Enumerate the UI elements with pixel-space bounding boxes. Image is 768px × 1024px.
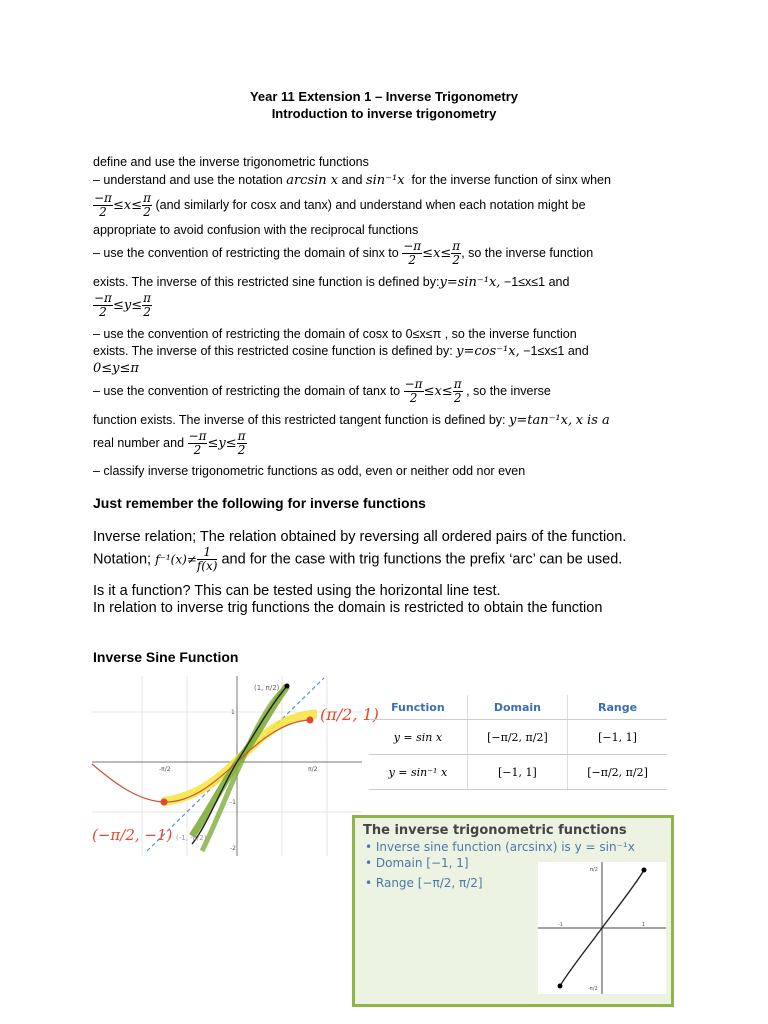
outcome-line-7: $\frac{-\pi}{2}$ ≤y≤ $\frac{\pi}{2}$ xyxy=(94,291,151,319)
remember-p2: Notation; f⁻¹(x)≠ $\frac{1}{f(x)}$ and for the case with trig functions the prefix ‘arc’ can be used. xyxy=(93,545,623,573)
outcome-line-12: function exists. The inverse of this restricted tangent function is defined by: y=tan⁻¹x, x is a xyxy=(93,413,610,428)
table-row xyxy=(369,755,667,790)
table-cell: [−1, 1] xyxy=(568,720,667,755)
remember-p4: In relation to inverse trig functions the domain is restricted to obtain the function xyxy=(93,600,603,616)
outcome-line-6: exists. The inverse of this restricted sine function is defined by:y=sin⁻¹x, −1≤x≤1 and xyxy=(93,275,570,290)
outcome-line-2: – understand and use the notation arcsin x and sin⁻¹x for the inverse function of sinx when xyxy=(93,173,611,188)
table-cell: [−1, 1] xyxy=(467,755,567,790)
remember-p3: Is it a function? This can be tested using the horizontal line test. xyxy=(93,583,501,599)
outcome-line-8: – use the convention of restricting the domain of cosx to 0≤x≤π , so the inverse function xyxy=(93,327,577,341)
annotated-sine-graph xyxy=(92,676,379,856)
table-cell: [−π/2, π/2] xyxy=(568,755,667,790)
remember-heading: Just remember the following for inverse functions xyxy=(93,495,426,511)
page-subtitle: Introduction to inverse trigonometry xyxy=(271,106,497,121)
point-sine-max xyxy=(307,717,314,724)
summary-arcsin-graph xyxy=(538,862,666,994)
outcome-line-5: – use the convention of restricting the domain of sinx to $\frac{-\pi}{2}$ ≤x≤ $\frac{\pi}{2}$ , so the inverse function xyxy=(93,239,594,267)
outcome-line-10: 0≤y≤π xyxy=(93,361,139,376)
table-cell: y = sin⁻¹ x xyxy=(369,755,467,790)
table-header-domain: Domain xyxy=(467,695,567,720)
tick-y-neg1: -1 xyxy=(230,799,236,806)
tick-x-neg: -π/2 xyxy=(159,766,171,773)
outcome-line-3: $\frac{-\pi}{2}$ ≤x≤ $\frac{\pi}{2}$ (and similarly for cosx and tanx) and understand when each notation might be xyxy=(94,191,586,219)
annotation-right: (π/2, 1) xyxy=(320,705,379,724)
annotation-left: (−π/2, −1) xyxy=(92,826,173,844)
outcome-line-9: exists. The inverse of this restricted cosine function is defined by: y=cos⁻¹x, −1≤x≤1 and xyxy=(93,344,589,359)
point-sine-min xyxy=(161,799,168,806)
table-row xyxy=(369,720,667,755)
summary-label-right: 1 xyxy=(642,922,646,928)
summary-bullet-2: • Domain [−1, 1] xyxy=(365,856,469,870)
inverse-sine-heading: Inverse Sine Function xyxy=(93,649,239,665)
page-title: Year 11 Extension 1 – Inverse Trigonometry xyxy=(249,89,519,104)
table-cell: [−π/2, π/2] xyxy=(467,720,567,755)
label-point-bottom: (-1, -π/2) xyxy=(176,834,207,842)
summary-label-left: -1 xyxy=(558,922,563,928)
table-header-function: Function xyxy=(369,695,467,720)
summary-point-top xyxy=(642,868,647,873)
outcome-line-14: – classify inverse trigonometric functions as odd, even or neither odd nor even xyxy=(93,464,526,478)
summary-bullet-1: • Inverse sine function (arcsinx) is y = sin⁻¹x xyxy=(365,840,635,854)
function-table xyxy=(369,695,667,790)
summary-box xyxy=(352,815,674,1007)
table-cell: y = sin x xyxy=(369,720,467,755)
table-header-range: Range xyxy=(568,695,667,720)
remember-p1: Inverse relation; The relation obtained by reversing all ordered pairs of the function. xyxy=(93,529,627,545)
summary-bullet-3: • Range [−π/2, π/2] xyxy=(365,876,483,890)
tick-x-pos: π/2 xyxy=(308,766,318,773)
point-top xyxy=(285,684,290,689)
label-point-top: (1, π/2) xyxy=(254,684,280,692)
outcome-line-1: define and use the inverse trigonometric functions xyxy=(93,155,369,169)
summary-label-bottom: -π/2 xyxy=(588,986,598,992)
outcome-line-4: appropriate to avoid confusion with the reciprocal functions xyxy=(93,223,419,237)
outcome-line-13: real number and $\frac{-\pi}{2}$ ≤y≤ $\frac{\pi}{2}$ xyxy=(93,429,246,457)
tick-y-neg2: -2 xyxy=(230,845,236,852)
tick-y-1: 1 xyxy=(231,709,235,716)
outcome-line-11: – use the convention of restricting the domain of tanx to $\frac{-\pi}{2}$ ≤x≤ $\frac{\pi}{2}$ , so the inverse xyxy=(93,377,551,405)
summary-title: The inverse trigonometric functions xyxy=(363,823,627,838)
summary-label-top: π/2 xyxy=(590,867,598,873)
summary-point-bottom xyxy=(558,984,563,989)
